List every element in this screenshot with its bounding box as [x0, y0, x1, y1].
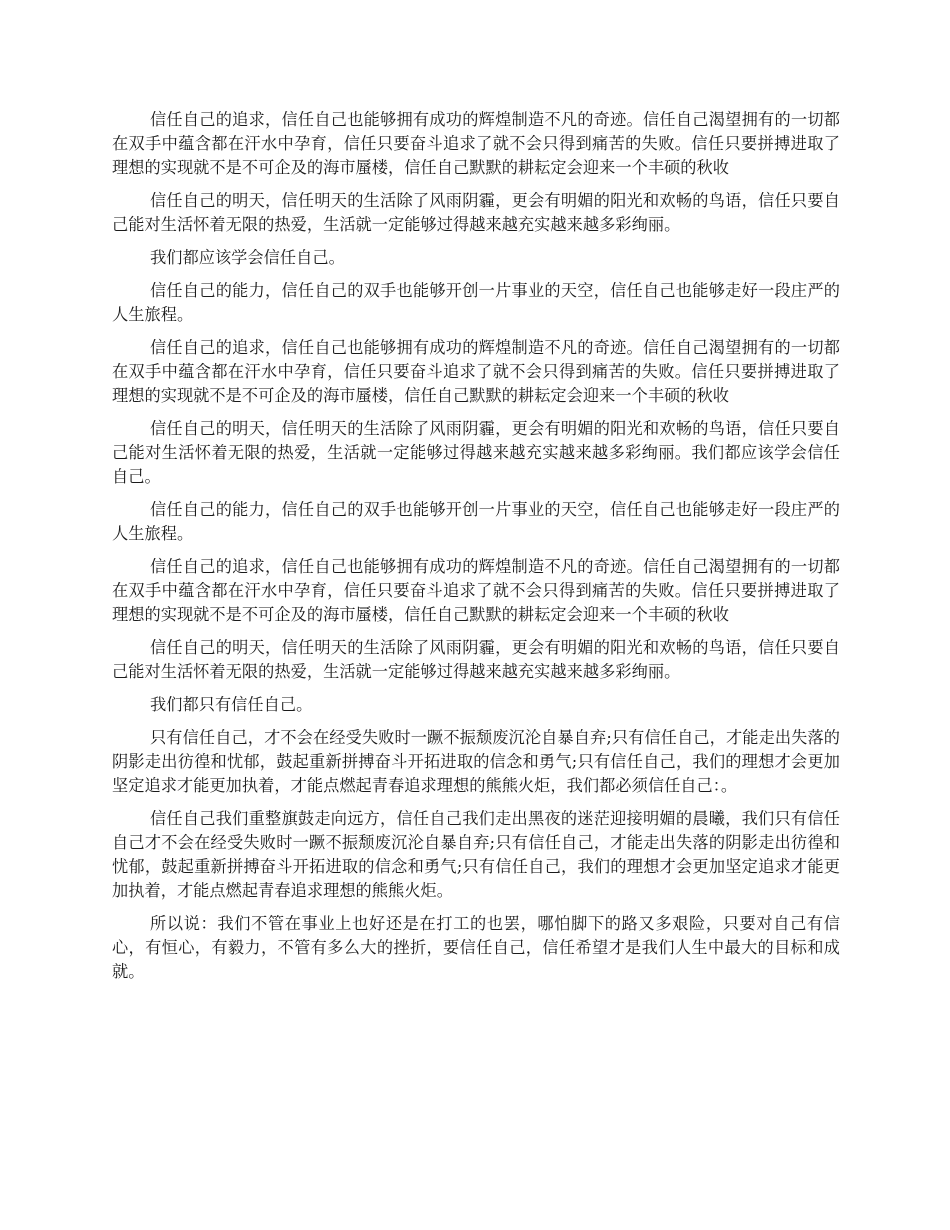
paragraph-12: 信任自己我们重整旗鼓走向远方，信任自己我们走出黑夜的迷茫迎接明媚的晨曦，我们只有信任自己才不会在经受失败时一蹶不振颓废沉沦自暴自弃;只有信任自己，才能走出失落的阴影走出彷徨和忧郁，鼓起重新拼搏奋斗开拓进取的信念和勇气;只有信任自己，我们的理想才会更加坚定追求才能更加执着，才能点燃起青春追求理想的熊熊火炬。 [112, 809, 840, 900]
paragraph-3: 我们都应该学会信任自己。 [150, 248, 345, 267]
paragraph-6: 信任自己的明天，信任明天的生活除了风雨阴霾，更会有明媚的阳光和欢畅的鸟语，信任只要自己能对生活怀着无限的热爱，生活就一定能够过得越来越充实越来越多彩绚丽。我们都应该学会信任自己。 [112, 419, 840, 486]
paragraph-13: 所以说：我们不管在事业上也好还是在打工的也罢，哪怕脚下的路又多艰险，只要对自己有信心，有恒心，有毅力，不管有多么大的挫折，要信任自己，信任希望才是我们人生中最大的目标和成就。 [112, 914, 840, 981]
paragraph-8: 信任自己的追求，信任自己也能够拥有成功的辉煌制造不凡的奇迹。信任自己渴望拥有的一切都在双手中蕴含都在汗水中孕育，信任只要奋斗追求了就不会只得到痛苦的失败。信任只要拼搏进取了理想的实现就不是不可企及的海市蜃楼，信任自己默默的耕耘定会迎来一个丰硕的秋收 [112, 557, 840, 624]
paragraph-9: 信任自己的明天，信任明天的生活除了风雨阴霾，更会有明媚的阳光和欢畅的鸟语，信任只要自己能对生活怀着无限的热爱，生活就一定能够过得越来越充实越来越多彩绚丽。 [112, 638, 840, 681]
paragraph-4: 信任自己的能力，信任自己的双手也能够开创一片事业的天空，信任自己也能够走好一段庄严的人生旅程。 [112, 281, 840, 324]
document-page [112, 108, 840, 993]
paragraph-5: 信任自己的追求，信任自己也能够拥有成功的辉煌制造不凡的奇迹。信任自己渴望拥有的一切都在双手中蕴含都在汗水中孕育，信任只要奋斗追求了就不会只得到痛苦的失败。信任只要拼搏进取了理想的实现就不是不可企及的海市蜃楼，信任自己默默的耕耘定会迎来一个丰硕的秋收 [112, 338, 840, 405]
paragraph-1: 信任自己的追求，信任自己也能够拥有成功的辉煌制造不凡的奇迹。信任自己渴望拥有的一切都在双手中蕴含都在汗水中孕育，信任只要奋斗追求了就不会只得到痛苦的失败。信任只要拼搏进取了理想的实现就不是不可企及的海市蜃楼，信任自己默默的耕耘定会迎来一个丰硕的秋收 [112, 110, 840, 177]
paragraph-11: 只有信任自己，才不会在经受失败时一蹶不振颓废沉沦自暴自弃;只有信任自己，才能走出失落的阴影走出彷徨和忧郁，鼓起重新拼搏奋斗开拓进取的信念和勇气;只有信任自己，我们的理想才会更加坚定追求才能更加执着，才能点燃起青春追求理想的熊熊火炬，我们都必须信任自己：。 [112, 728, 840, 795]
paragraph-2: 信任自己的明天，信任明天的生活除了风雨阴霾，更会有明媚的阳光和欢畅的鸟语，信任只要自己能对生活怀着无限的热爱，生活就一定能够过得越来越充实越来越多彩绚丽。 [112, 191, 840, 234]
paragraph-7: 信任自己的能力，信任自己的双手也能够开创一片事业的天空，信任自己也能够走好一段庄严的人生旅程。 [112, 500, 840, 543]
paragraph-10: 我们都只有信任自己。 [150, 695, 313, 714]
